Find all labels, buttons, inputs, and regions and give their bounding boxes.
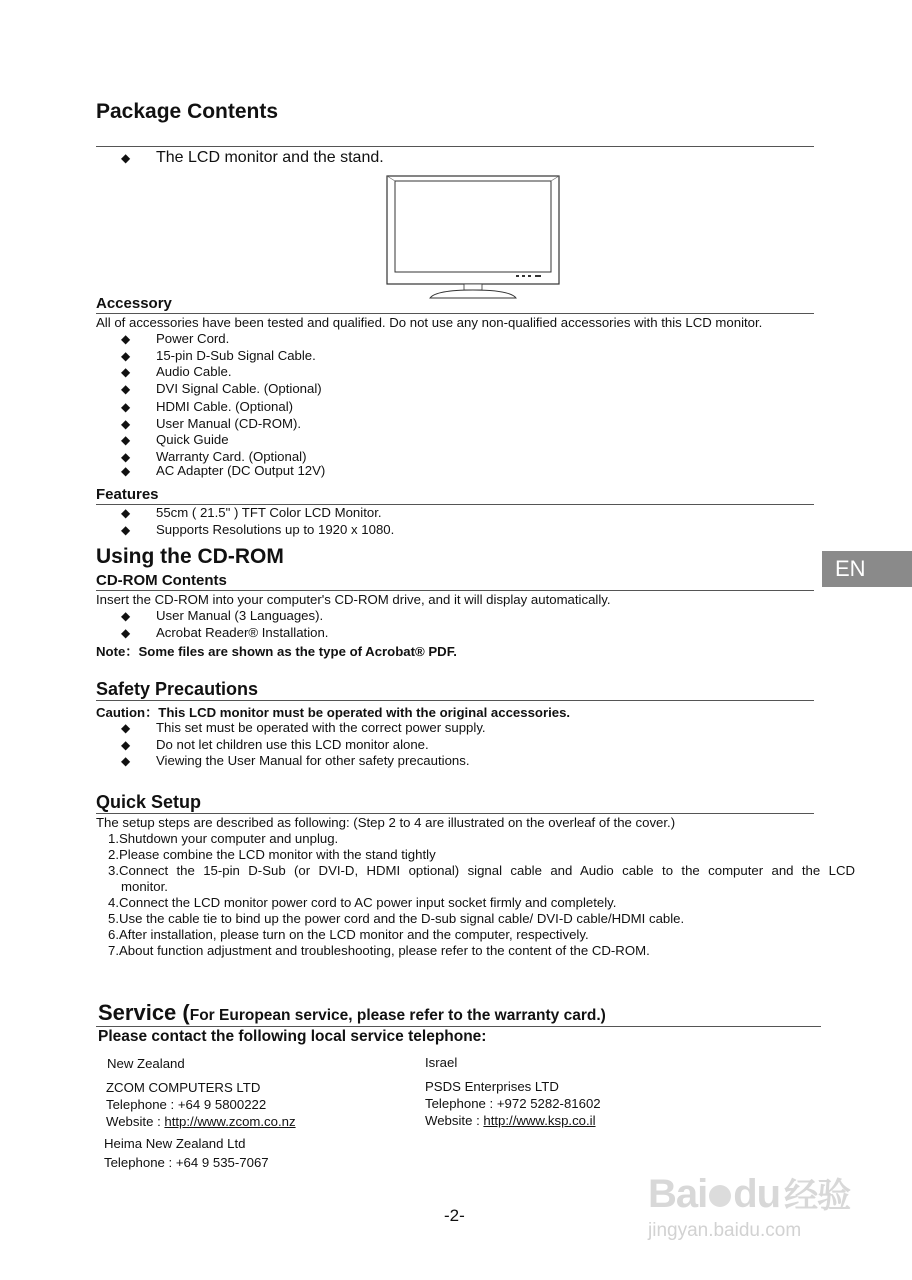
website-line (106, 1113, 296, 1130)
features-list (121, 505, 394, 538)
list-item: ◆ Warranty Card. (Optional) (121, 449, 325, 466)
watermark-logo-text2: du (733, 1172, 781, 1216)
divider (96, 313, 814, 314)
list-item: ◆ Quick Guide (121, 432, 325, 449)
setup-step: 7.About function adjustment and troubleshooting, please refer to the content of the CD-ROM. (108, 943, 650, 958)
language-tab: EN (822, 551, 912, 587)
website-label: Website : (106, 1114, 165, 1129)
paw-icon (709, 1185, 731, 1207)
service-subtitle: Please contact the following local service telephone: (98, 1028, 487, 1045)
phone-number: Telephone : +64 9 5800222 (106, 1097, 267, 1112)
contact-nz-heima (104, 1135, 269, 1171)
website-link[interactable]: http://www.zcom.co.nz (164, 1114, 296, 1129)
section-title-features: Features (96, 486, 159, 503)
list-item: ◆ User Manual (3 Languages). (121, 608, 328, 625)
divider (96, 813, 814, 814)
accessory-intro: All of accessories have been tested and qualified. Do not use any non-qualified accessories with this LCD monitor. (96, 315, 763, 330)
list-item: ◆ Viewing the User Manual for other safety precautions. (121, 753, 486, 770)
list-item: ◆ DVI Signal Cable. (Optional) (121, 381, 325, 398)
list-item: ◆ HDMI Cable. (Optional) (121, 399, 325, 416)
section-title-safety: Safety Precautions (96, 679, 259, 699)
setup-step: 2.Please combine the LCD monitor with the stand tightly (108, 847, 436, 862)
divider (96, 146, 814, 147)
divider (96, 590, 814, 591)
company-name: PSDS Enterprises LTD (425, 1079, 559, 1094)
list-item: ◆ Supports Resolutions up to 1920 x 1080. (121, 522, 394, 539)
website-line (425, 1112, 610, 1129)
accessory-list (121, 331, 325, 480)
contact-nz-zcom (106, 1079, 296, 1130)
contact-il-psds (425, 1078, 610, 1129)
package-list (121, 148, 384, 168)
cdrom-intro: Insert the CD-ROM into your computer's CD-ROM drive, and it will display automatically. (96, 592, 611, 607)
cdrom-list (121, 608, 328, 641)
watermark-url: jingyan.baidu.com (648, 1220, 802, 1241)
watermark-logo (648, 1168, 850, 1217)
watermark-logo-cn: 经验 (784, 1177, 851, 1215)
list-item: ◆ User Manual (CD-ROM). (121, 416, 325, 433)
list-item: ◆ AC Adapter (DC Output 12V) (121, 463, 325, 480)
setup-step: 3.Connect the 15-pin D-Sub (or DVI-D, HDMI optional) signal cable and Audio cable to the computer and the LCD (108, 863, 855, 878)
website-label: Website : (425, 1113, 484, 1128)
setup-step: 1.Shutdown your computer and unplug. (108, 831, 339, 846)
cdrom-subtitle: CD-ROM Contents (96, 572, 227, 589)
list-item: ◆ The LCD monitor and the stand. (121, 148, 384, 168)
company-name: Heima New Zealand Ltd (104, 1136, 246, 1151)
phone-number: Telephone : +64 9 535-7067 (104, 1155, 269, 1170)
list-item: ◆ 55cm ( 21.5" ) TFT Color LCD Monitor. (121, 505, 394, 522)
setup-step: 6.After installation, please turn on the LCD monitor and the computer, respectively. (108, 927, 589, 942)
service-title: Service ( (98, 1000, 190, 1025)
list-item: ◆ This set must be operated with the correct power supply. (121, 720, 486, 737)
section-title-package: Package Contents (96, 100, 279, 123)
list-item: ◆ 15-pin D-Sub Signal Cable. (121, 348, 325, 365)
section-title-cdrom: Using the CD-ROM (96, 545, 284, 568)
website-link[interactable]: http://www.ksp.co.il (483, 1113, 596, 1128)
phone-number: Telephone : +972 5282-81602 (425, 1096, 601, 1111)
service-title-note: For European service, please refer to the warranty card.) (189, 1007, 606, 1024)
country-israel: Israel (425, 1055, 458, 1070)
cdrom-note: Note：Some files are shown as the type of Acrobat® PDF. (96, 644, 457, 659)
list-item: ◆ Audio Cable. (121, 364, 325, 381)
section-title-setup: Quick Setup (96, 792, 202, 812)
setup-step: 4.Connect the LCD monitor power cord to AC power input socket firmly and completely. (108, 895, 617, 910)
section-title-accessory: Accessory (96, 295, 172, 312)
setup-intro: The setup steps are described as following: (Step 2 to 4 are illustrated on the overleaf of the cover.) (96, 815, 676, 830)
safety-list (121, 720, 486, 770)
divider (96, 1026, 821, 1027)
setup-step: monitor. (121, 879, 168, 894)
company-name: ZCOM COMPUTERS LTD (106, 1080, 261, 1095)
page-number: -2- (444, 1206, 465, 1225)
monitor-illustration (386, 175, 561, 303)
safety-caution: Caution：This LCD monitor must be operated with the original accessories. (96, 705, 571, 720)
setup-step: 5.Use the cable tie to bind up the power cord and the D-sub signal cable/ DVI-D cable/HDMI cable. (108, 911, 685, 926)
setup-steps (108, 831, 855, 959)
service-heading (98, 1000, 606, 1026)
watermark-logo-text: Bai (648, 1172, 708, 1216)
list-item: ◆ Power Cord. (121, 331, 325, 348)
divider (96, 700, 814, 701)
list-item: ◆ Do not let children use this LCD monitor alone. (121, 737, 486, 754)
country-new-zealand: New Zealand (107, 1056, 185, 1071)
list-item: ◆ Acrobat Reader® Installation. (121, 625, 328, 642)
